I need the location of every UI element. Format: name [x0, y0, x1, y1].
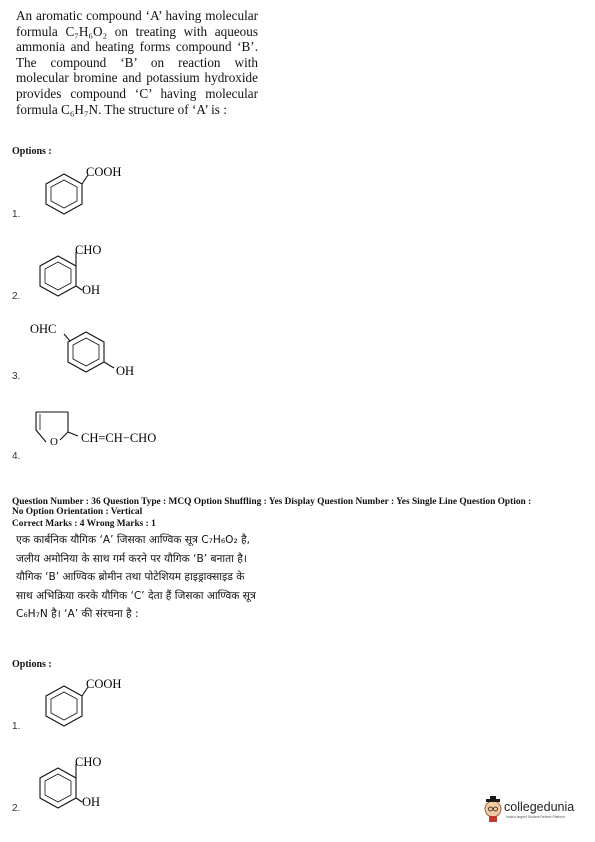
option-hi-2-label-oh: OH	[82, 795, 101, 809]
option-4-label-chain: CH=CH−CHO	[81, 431, 157, 445]
mascot-icon	[485, 801, 501, 817]
option-hi-2-structure	[26, 750, 146, 820]
option-4-structure	[26, 398, 196, 454]
option-3-structure	[28, 318, 168, 380]
logo-text: collegedunia	[504, 800, 575, 814]
option-hi-2-label-cho: CHO	[75, 755, 102, 769]
option-1-label-cooh: COOH	[86, 165, 122, 179]
option-2-number[interactable]: 2.	[12, 291, 21, 302]
question-text-hindi: एक कार्बनिक यौगिक ‘A’ जिसका आण्विक सूत्र C₇H₆O₂ है, जलीय अमोनिया के साथ गर्म करने पर यौगिक ‘B’ बनाता है। यौगिक ‘B’ आण्विक ब्रोमीन तथा पोटेशियम हाइड्राक्साइड के साथ अभिक्रिया करके यौगिक ‘C’ देता हैं जिसका आण्विक सूत्र C₆H₇N है। ‘A’ की संरचना है :	[16, 534, 256, 620]
option-hi-1-structure	[30, 672, 150, 732]
option-hi-1-number[interactable]: 1.	[12, 721, 21, 732]
question-meta-line-2: No Option Orientation : Vertical	[12, 507, 143, 517]
question-text-english: An aromatic compound ‘A’ having molecular formula C₇H₆O₂ on treating with aqueous ammonia and heating forms compound ‘B’. The compound ‘B’ on reaction with molecular bromine and potassium hydroxide provides compound ‘C’ having molecular formula C₆H₇N. The structure of ‘A’ is :	[16, 8, 258, 117]
question-meta-line-1: Question Number : 36 Question Type : MCQ Option Shuffling : Yes Display Question Number : Yes Single Line Question Option :	[12, 497, 532, 507]
question-meta-line-3: Correct Marks : 4 Wrong Marks : 1	[12, 519, 156, 529]
collegedunia-logo	[484, 792, 584, 826]
option-3-number[interactable]: 3.	[12, 371, 21, 382]
option-2-label-cho: CHO	[75, 243, 102, 257]
option-3-label-ohc: OHC	[30, 322, 57, 336]
options-label: Options :	[12, 146, 52, 157]
option-4-number[interactable]: 4.	[12, 451, 21, 462]
option-1-structure	[30, 160, 150, 220]
option-2-label-oh: OH	[82, 283, 101, 297]
option-hi-2-number[interactable]: 2.	[12, 803, 21, 814]
option-3-label-oh: OH	[116, 364, 135, 378]
logo-tagline: India's largest Student Review Platform	[506, 815, 566, 819]
option-2-structure	[26, 238, 146, 308]
option-hi-1-label-cooh: COOH	[86, 677, 122, 691]
option-4-label-o: O	[50, 436, 58, 448]
option-1-number[interactable]: 1.	[12, 209, 21, 220]
options-label-hindi: Options :	[12, 659, 52, 670]
